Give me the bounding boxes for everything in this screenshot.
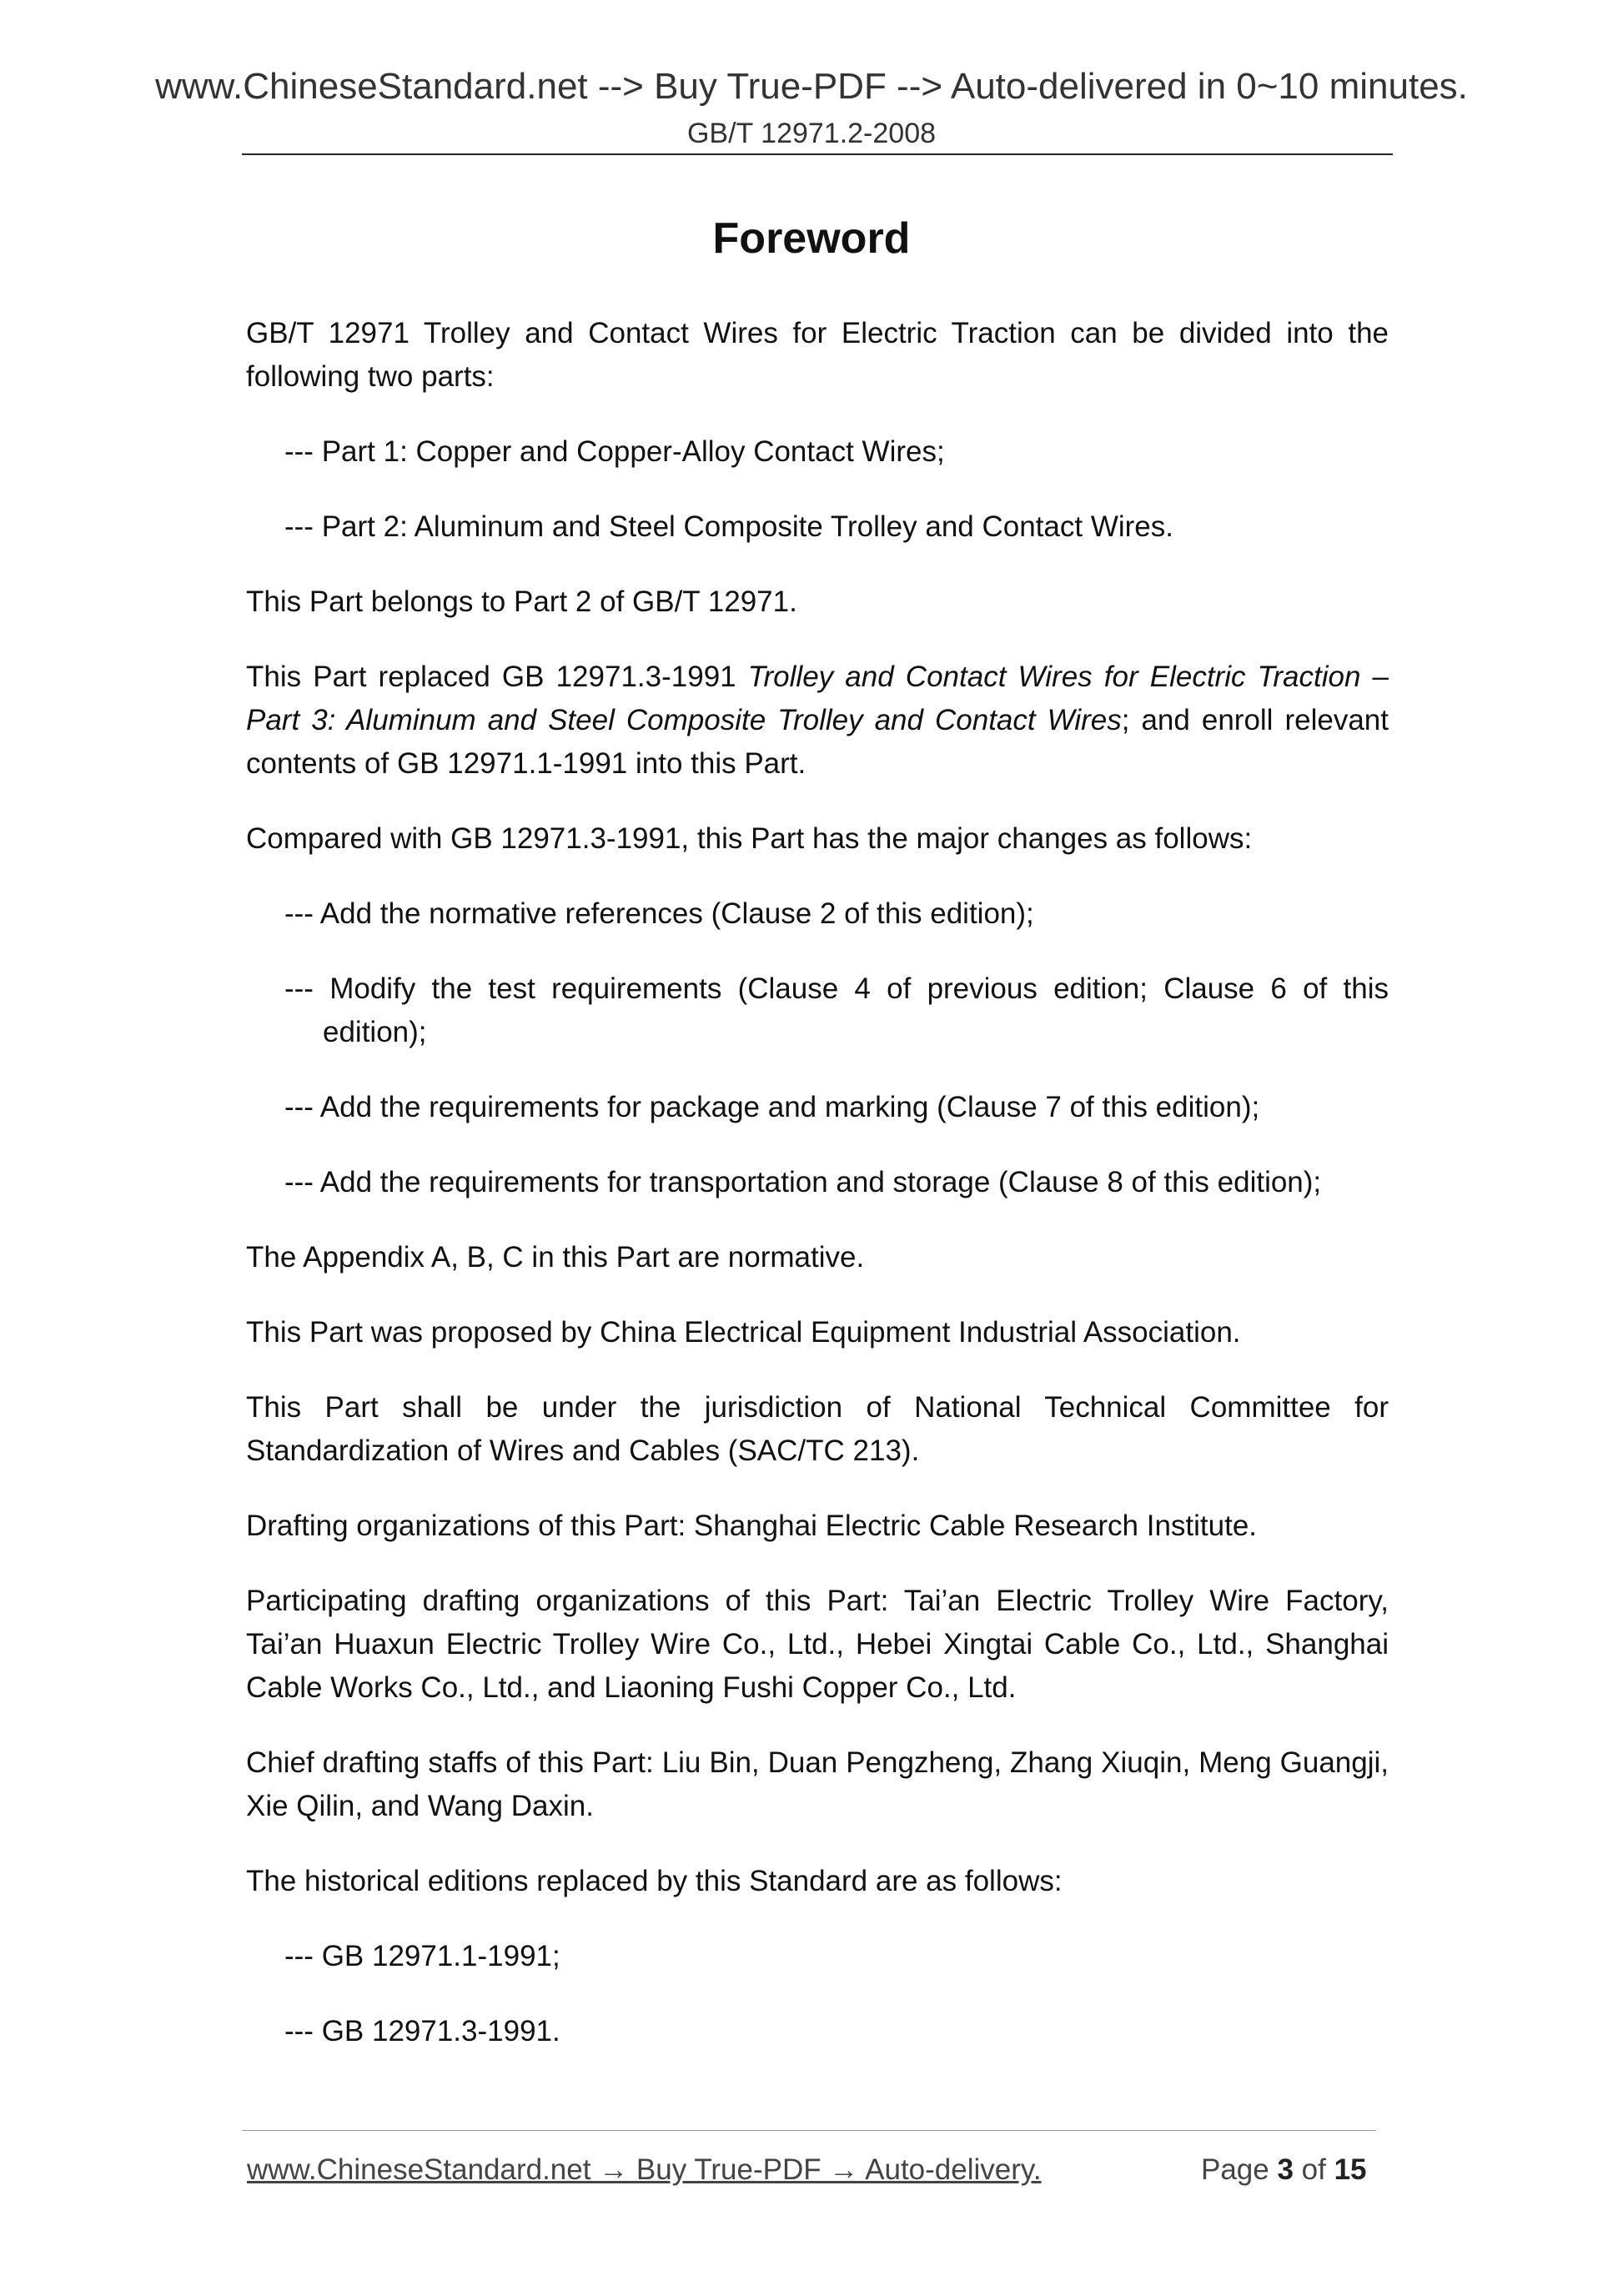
page-total: 15 [1334,2153,1367,2186]
paragraph-text: ; and enroll relevant contents of GB 12971.1-1991 into this Part. [246,704,1389,780]
document-body [246,312,1389,2085]
page-number [1201,2152,1367,2188]
paragraph [246,656,1389,786]
paragraph: GB/T 12971 Trolley and Contact Wires for Electric Traction can be divided into the following two parts: [246,317,1389,393]
footer-store-link[interactable]: www.ChineseStandard.net → Buy True-PDF → Auto-delivery. [247,2153,1042,2186]
list-item: --- Part 1: Copper and Copper-Alloy Contact Wires; [284,435,945,468]
paragraph: This Part shall be under the jurisdiction of National Technical Committee for Standardization of Wires and Cables (SAC/TC 213). [246,1391,1389,1467]
header-divider [242,153,1393,155]
list-item: --- Add the normative references (Clause 2 of this edition); [284,897,1034,930]
paragraph: Compared with GB 12971.3-1991, this Part has the major changes as follows: [246,822,1253,855]
list-item: --- GB 12971.3-1991. [284,2015,560,2047]
list-item: --- GB 12971.1-1991; [284,1940,560,1972]
page-current: 3 [1277,2153,1294,2186]
site-banner: www.ChineseStandard.net --> Buy True-PDF --> Auto-delivered in 0~10 minutes. [155,66,1468,107]
document-code: GB/T 12971.2-2008 [686,118,937,149]
list-item: --- Modify the test requirements (Clause 4 of previous edition; Clause 6 of this edition); [284,972,1389,1048]
page-of: of [1293,2153,1334,2186]
paragraph: This Part was proposed by China Electrical Equipment Industrial Association. [246,1316,1241,1349]
paragraph: The Appendix A, B, C in this Part are normative. [246,1241,865,1274]
paragraph: Participating drafting organizations of this Part: Tai’an Electric Trolley Wire Factory, Tai’an Huaxun Electric Trolley Wire Co., Ltd., Hebei Xingtai Cable Co., Ltd., Shanghai Cable Works Co., Ltd., and Liaoning Fushi Copper Co., Ltd. [246,1585,1389,1704]
page-title: Foreword [712,214,911,263]
paragraph-text: This Part replaced GB 12971.3-1991 [246,661,748,693]
page-prefix: Page [1201,2153,1278,2186]
paragraph: Drafting organizations of this Part: Shanghai Electric Cable Research Institute. [246,1510,1258,1542]
list-item: --- Add the requirements for package and marking (Clause 7 of this edition); [284,1091,1260,1123]
paragraph: The historical editions replaced by this Standard are as follows: [246,1865,1063,1897]
footer-divider [242,2130,1376,2131]
paragraph: This Part belongs to Part 2 of GB/T 12971. [246,585,797,618]
list-item: --- Part 2: Aluminum and Steel Composite Trolley and Contact Wires. [284,510,1173,543]
paragraph: Chief drafting staffs of this Part: Liu Bin, Duan Pengzheng, Zhang Xiuqin, Meng Guangji, Xie Qilin, and Wang Daxin. [246,1746,1389,1822]
list-item: --- Add the requirements for transportation and storage (Clause 8 of this edition); [284,1166,1322,1198]
standard-title-italic: Trolley and Contact Wires for Electric Traction – Part 3: Aluminum and Steel Composite Trolley and Contact Wires [246,661,1389,736]
